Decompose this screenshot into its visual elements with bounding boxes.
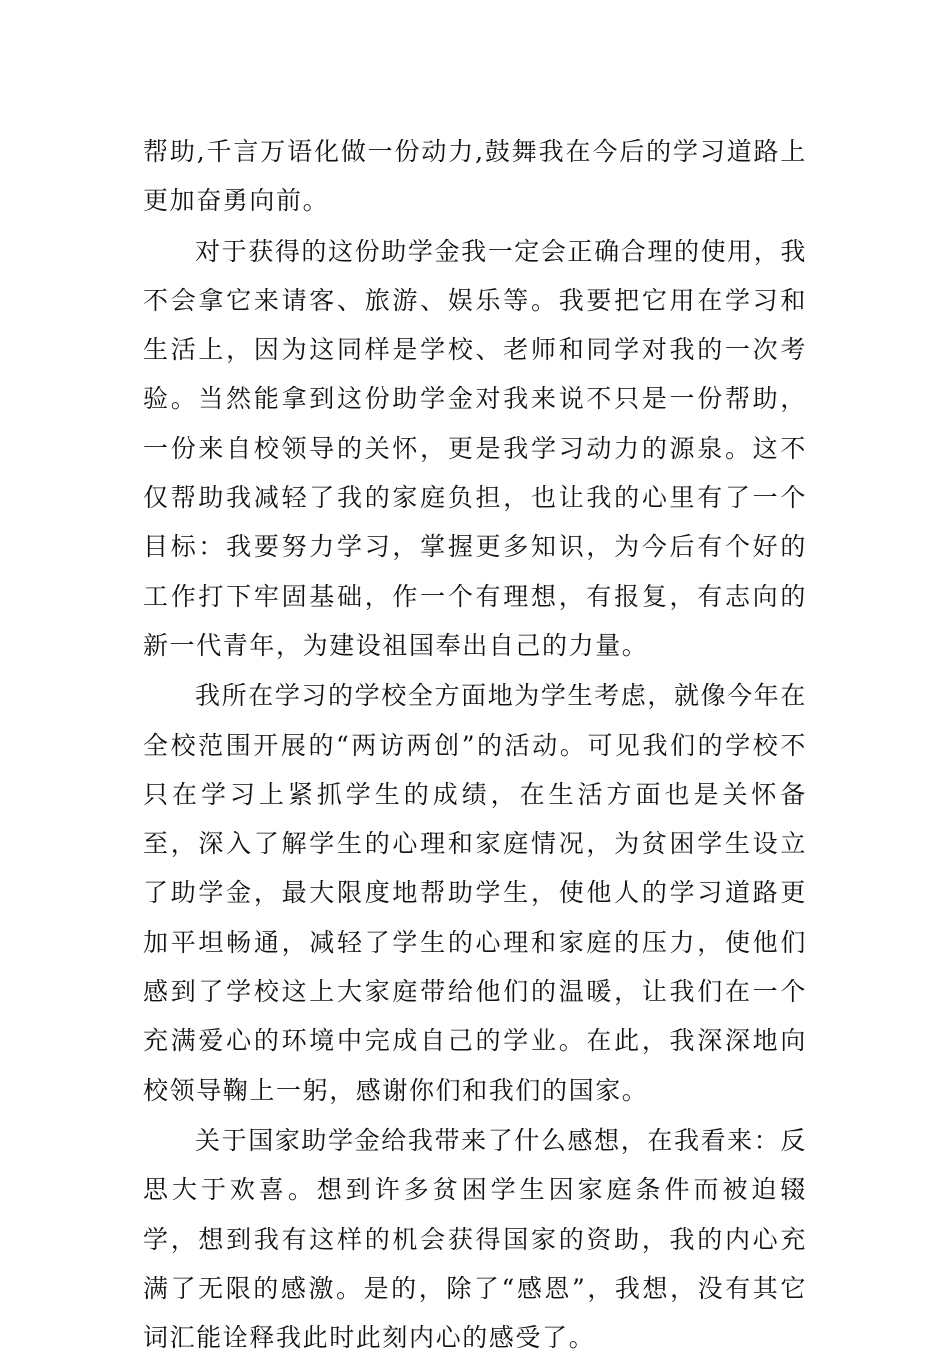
document-body [143,127,807,1363]
paragraph-3: 我所在学习的学校全方面地为学生考虑，就像今年在全校范围开展的“两访两创”的活动。可见我们的学校不只在学习上紧抓学生的成绩，在生活方面也是关怀备至，深入了解学生的心理和家庭情况，为贫困学生设立了助学金，最大限度地帮助学生，使他人的学习道路更加平坦畅通，减轻了学生的心理和家庭的压力，使他们感到了学校这上大家庭带给他们的温暖，让我们在一个充满爱心的环境中完成自己的学业。在此，我深深地向校领导鞠上一躬，感谢你们和我们的国家。 [143,681,807,1105]
paragraph-4: 关于国家助学金给我带来了什么感想，在我看来：反思大于欢喜。想到许多贫困学生因家庭条件而被迫辍学，想到我有这样的机会获得国家的资助，我的内心充满了无限的感激。是的，除了“感恩”，我想，没有其它词汇能诠释我此时此刻内心的感受了。 [143,1125,807,1353]
paragraph-2: 对于获得的这份助学金我一定会正确合理的使用，我不会拿它来请客、旅游、娱乐等。我要把它用在学习和生活上，因为这同样是学校、老师和同学对我的一次考验。当然能拿到这份助学金对我来说不只是一份帮助，一份来自校领导的关怀，更是我学习动力的源泉。这不仅帮助我减轻了我的家庭负担，也让我的心里有了一个目标：我要努力学习，掌握更多知识，为今后有个好的工作打下牢固基础，作一个有理想，有报复，有志向的新一代青年，为建设祖国奉出自己的力量。 [143,236,807,660]
paragraph-1: 帮助,千言万语化做一份动力,鼓舞我在今后的学习道路上更加奋勇向前。 [143,137,807,216]
